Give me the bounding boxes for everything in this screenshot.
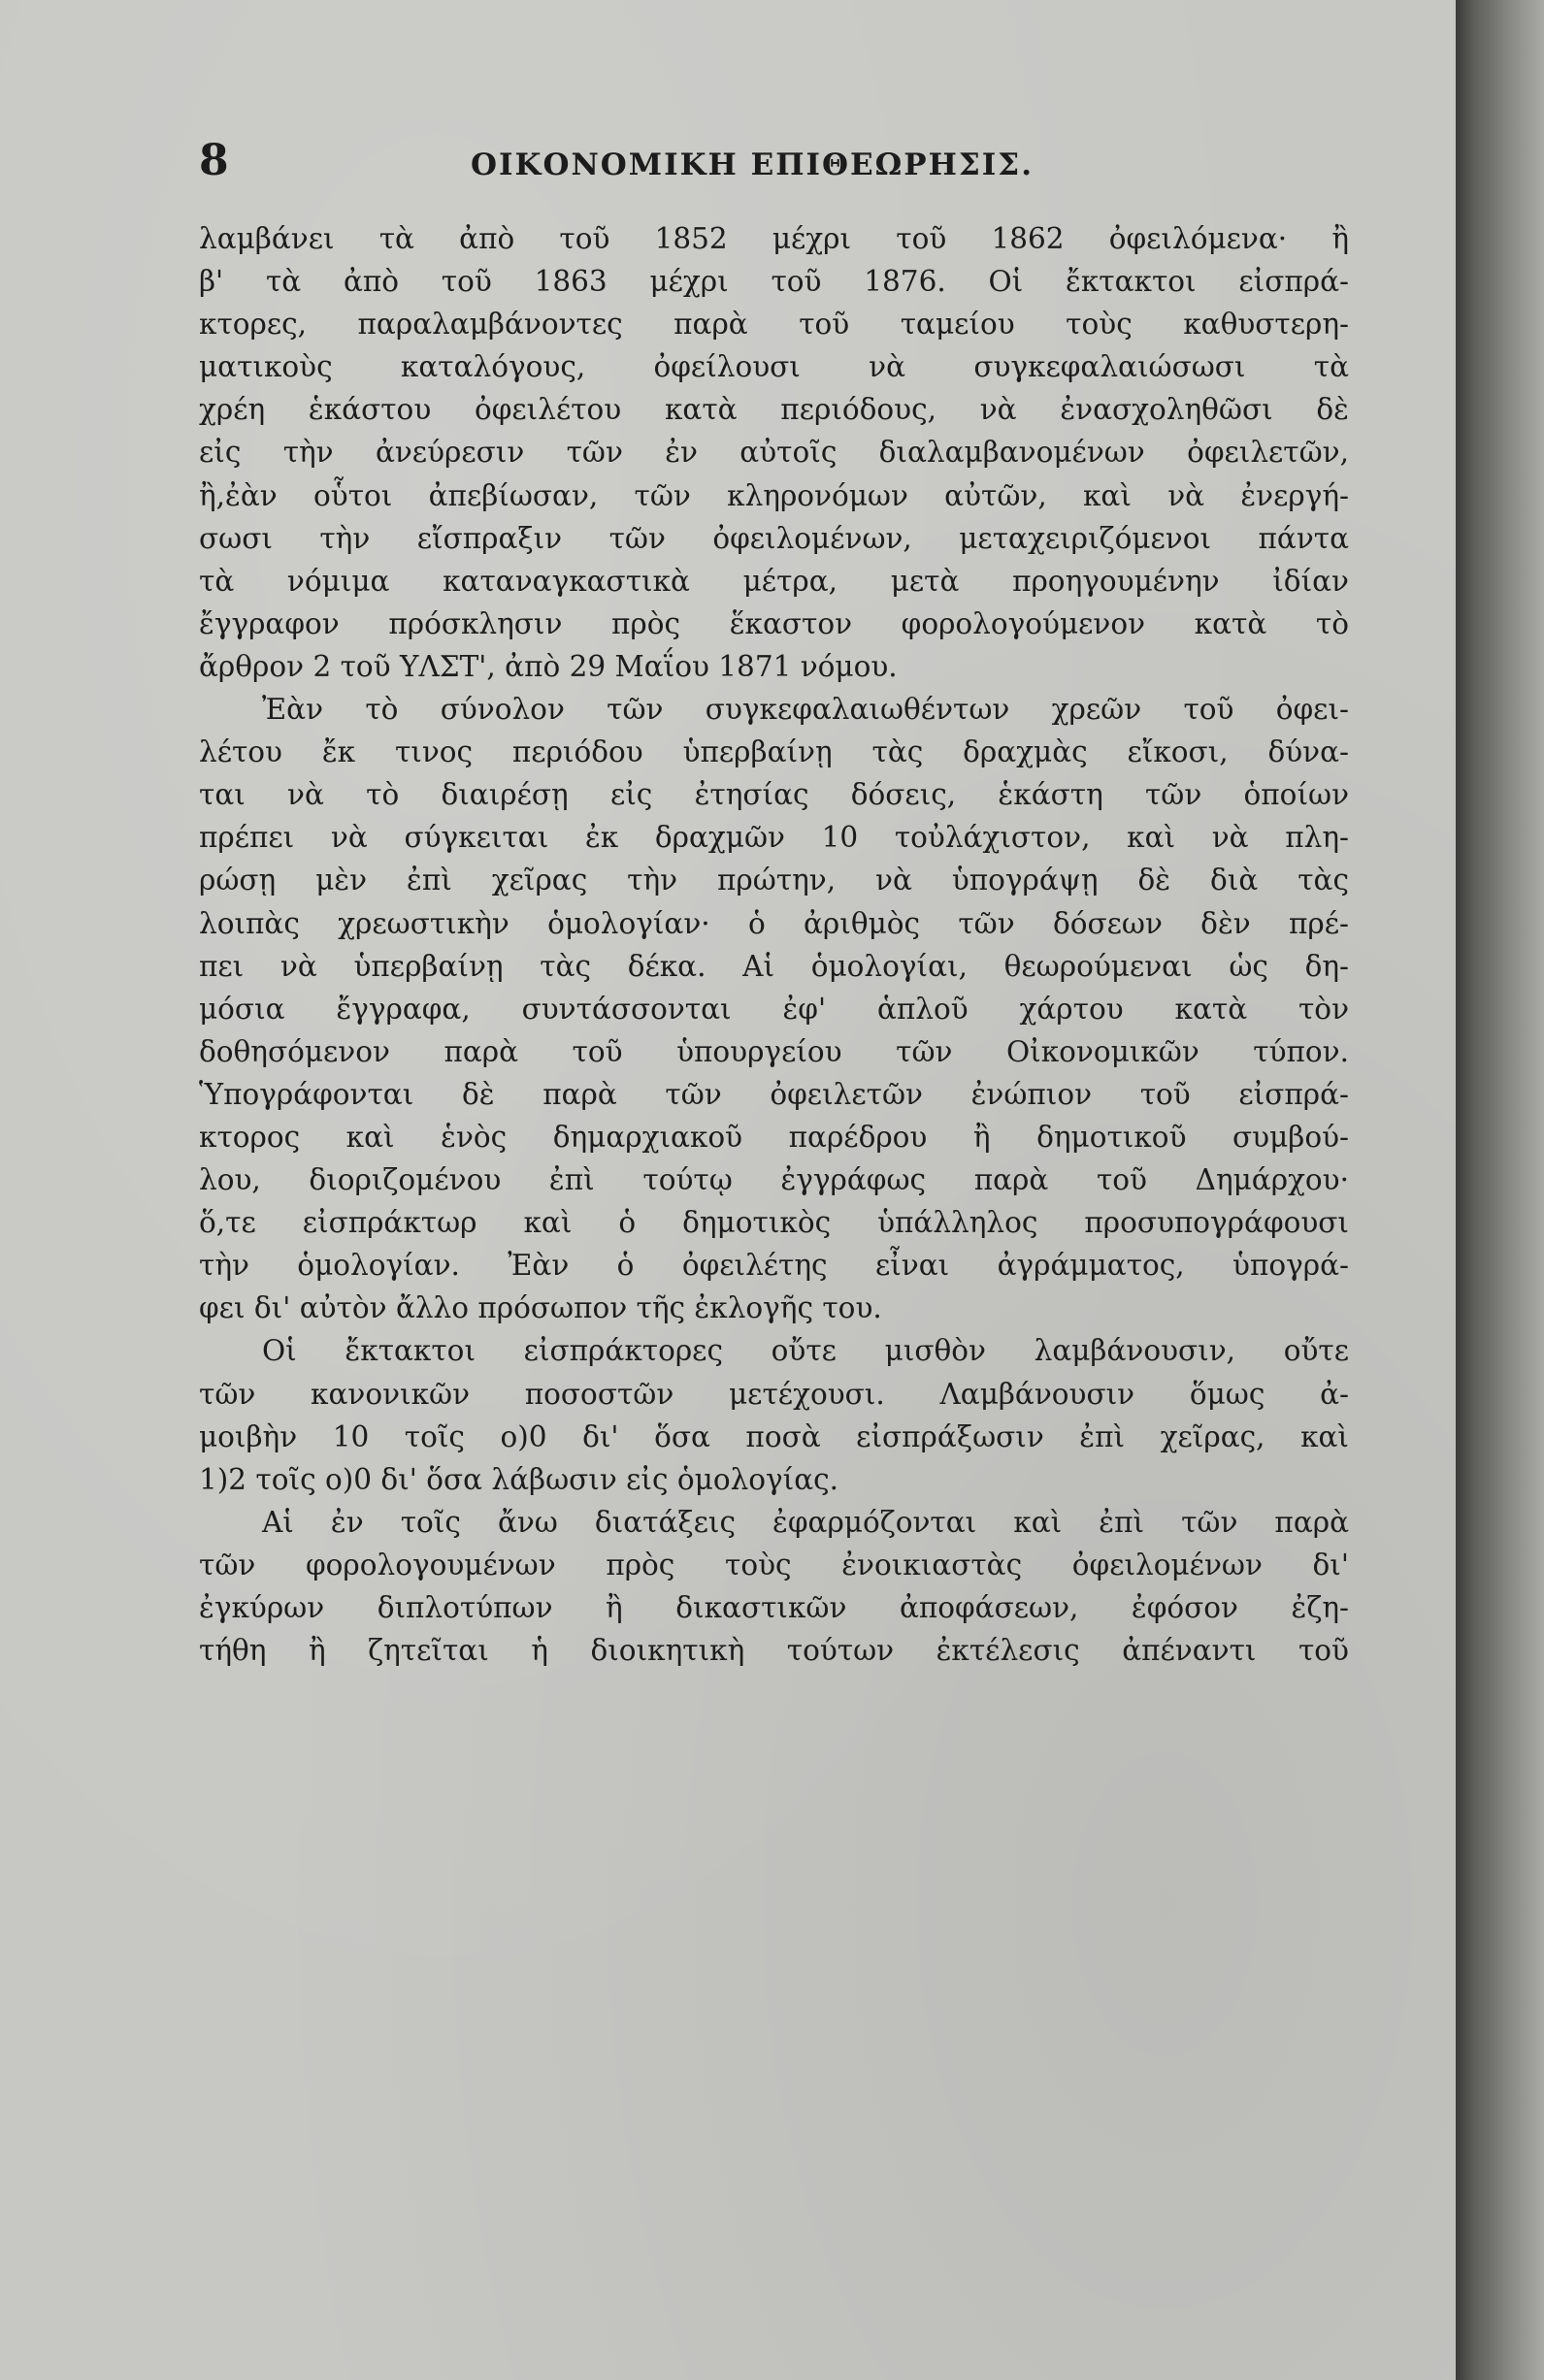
text-block [199,136,1349,1672]
text-line: πρέπει νὰ σύγκειται ἐκ δραχμῶν 10 τοὐλάχιστον, καὶ νὰ πλη- [199,821,1349,855]
text-line: τὴν ὁμολογίαν. Ἐὰν ὁ ὀφειλέτης εἶναι ἀγράμματος, ὑπογρά- [199,1249,1349,1283]
text-line: τήθη ἢ ζητεῖται ἡ διοικητικὴ τούτων ἐκτέλεσις ἀπέναντι τοῦ [199,1634,1349,1668]
text-line: φει δι' αὐτὸν ἄλλο πρόσωπον τῆς ἐκλογῆς του. [199,1291,882,1325]
text-line: ται νὰ τὸ διαιρέσῃ εἰς ἐτησίας δόσεις, ἑκάστη τῶν ὁποίων [199,778,1349,812]
text-line: πει νὰ ὑπερβαίνῃ τὰς δέκα. Αἱ ὁμολογίαι, θεωρούμεναι ὡς δη- [199,949,1349,983]
page-edge-shadow [1456,0,1544,2380]
paragraph-3 [199,1329,1349,1500]
text-line: β' τὰ ἀπὸ τοῦ 1863 μέχρι τοῦ 1876. Οἱ ἔκτακτοι εἰσπρά- [199,265,1349,299]
paragraph-1 [199,217,1349,688]
text-line: κτορος καὶ ἑνὸς δημαρχιακοῦ παρέδρου ἢ δημοτικοῦ συμβού- [199,1120,1349,1154]
text-line: 1)2 τοῖς ο)0 δι' ὅσα λάβωσιν εἰς ὁμολογίας. [199,1462,839,1496]
text-line: ρώσῃ μὲν ἐπὶ χεῖρας τὴν πρώτην, νὰ ὑπογράψῃ δὲ διὰ τὰς [199,864,1349,897]
text-line: ἢ,ἐὰν οὗτοι ἀπεβίωσαν, τῶν κληρονόμων αὐτῶν, καὶ νὰ ἐνεργή- [199,478,1349,512]
text-line: λαμβάνει τὰ ἀπὸ τοῦ 1852 μέχρι τοῦ 1862 ὀφειλόμενα· ἢ [199,222,1349,255]
paragraph-2 [199,688,1349,1329]
text-line: Ἐὰν τὸ σύνολον τῶν συγκεφαλαιωθέντων χρεῶν τοῦ ὀφει- [262,693,1349,727]
running-title: ΟΙΚΟΝΟΜΙΚΗ ΕΠΙΘΕΩΡΗΣΙΣ. [471,147,1034,182]
text-line: σωσι τὴν εἴσπραξιν τῶν ὀφειλομένων, μεταχειριζόμενοι πάντα [199,521,1349,555]
text-line: κτορες, παραλαμβάνοντες παρὰ τοῦ ταμείου τοὺς καθυστερη- [199,308,1349,342]
text-line: λέτου ἔκ τινος περιόδου ὑπερβαίνῃ τὰς δραχμὰς εἴκοσι, δύνα- [199,735,1349,769]
page-number: 8 [199,136,229,185]
text-line: εἰς τὴν ἀνεύρεσιν τῶν ἐν αὐτοῖς διαλαμβανομένων ὀφειλετῶν, [199,436,1349,470]
text-line: λου, διοριζομένου ἐπὶ τούτῳ ἐγγράφως παρὰ τοῦ Δημάρχου· [199,1163,1349,1197]
text-line: ἔγγραφον πρόσκλησιν πρὸς ἕκαστον φορολογούμενον κατὰ τὸ [199,606,1349,640]
text-line: δοθησόμενον παρὰ τοῦ ὑπουργείου τῶν Οἰκονομικῶν τύπον. [199,1034,1349,1068]
text-line: μόσια ἔγγραφα, συντάσσονται ἐφ' ἁπλοῦ χάρτου κατὰ τὸν [199,992,1349,1026]
text-line: Αἱ ἐν τοῖς ἄνω διατάξεις ἐφαρμόζονται καὶ ἐπὶ τῶν παρὰ [262,1505,1349,1539]
text-line: τῶν φορολογουμένων πρὸς τοὺς ἐνοικιαστὰς ὀφειλομένων δι' [199,1548,1349,1581]
text-line: Οἱ ἔκτακτοι εἰσπράκτορες οὔτε μισθὸν λαμβάνουσιν, οὔτε [262,1334,1349,1368]
running-head [199,136,1349,204]
text-line: τῶν κανονικῶν ποσοστῶν μετέχουσι. Λαμβάνουσιν ὅμως ἀ- [199,1377,1349,1411]
text-line: ἐγκύρων διπλοτύπων ἢ δικαστικῶν ἀποφάσεων, ἐφόσον ἐζη- [199,1591,1349,1624]
text-line: μοιβὴν 10 τοῖς ο)0 δι' ὅσα ποσὰ εἰσπράξωσιν ἐπὶ χεῖρας, καὶ [199,1419,1349,1453]
text-line: ἄρθρον 2 τοῦ ΥΛΣΤ', ἀπὸ 29 Μαΐου 1871 νόμου. [199,649,898,683]
text-line: χρέη ἑκάστου ὀφειλέτου κατὰ περιόδους, νὰ ἐνασχοληθῶσι δὲ [199,393,1349,427]
text-line: ματικοὺς καταλόγους, ὀφείλουσι νὰ συγκεφαλαιώσωσι τὰ [199,350,1349,384]
text-line: τὰ νόμιμα καταναγκαστικὰ μέτρα, μετὰ προηγουμένην ἰδίαν [199,564,1349,598]
paragraph-4 [199,1501,1349,1672]
text-line: ὅ,τε εἰσπράκτωρ καὶ ὁ δημοτικὸς ὑπάλληλος προσυπογράφουσι [199,1206,1349,1240]
text-line: Ὑπογράφονται δὲ παρὰ τῶν ὀφειλετῶν ἐνώπιον τοῦ εἰσπρά- [199,1077,1349,1111]
text-line: λοιπὰς χρεωστικὴν ὁμολογίαν· ὁ ἀριθμὸς τῶν δόσεων δὲν πρέ- [199,906,1349,940]
